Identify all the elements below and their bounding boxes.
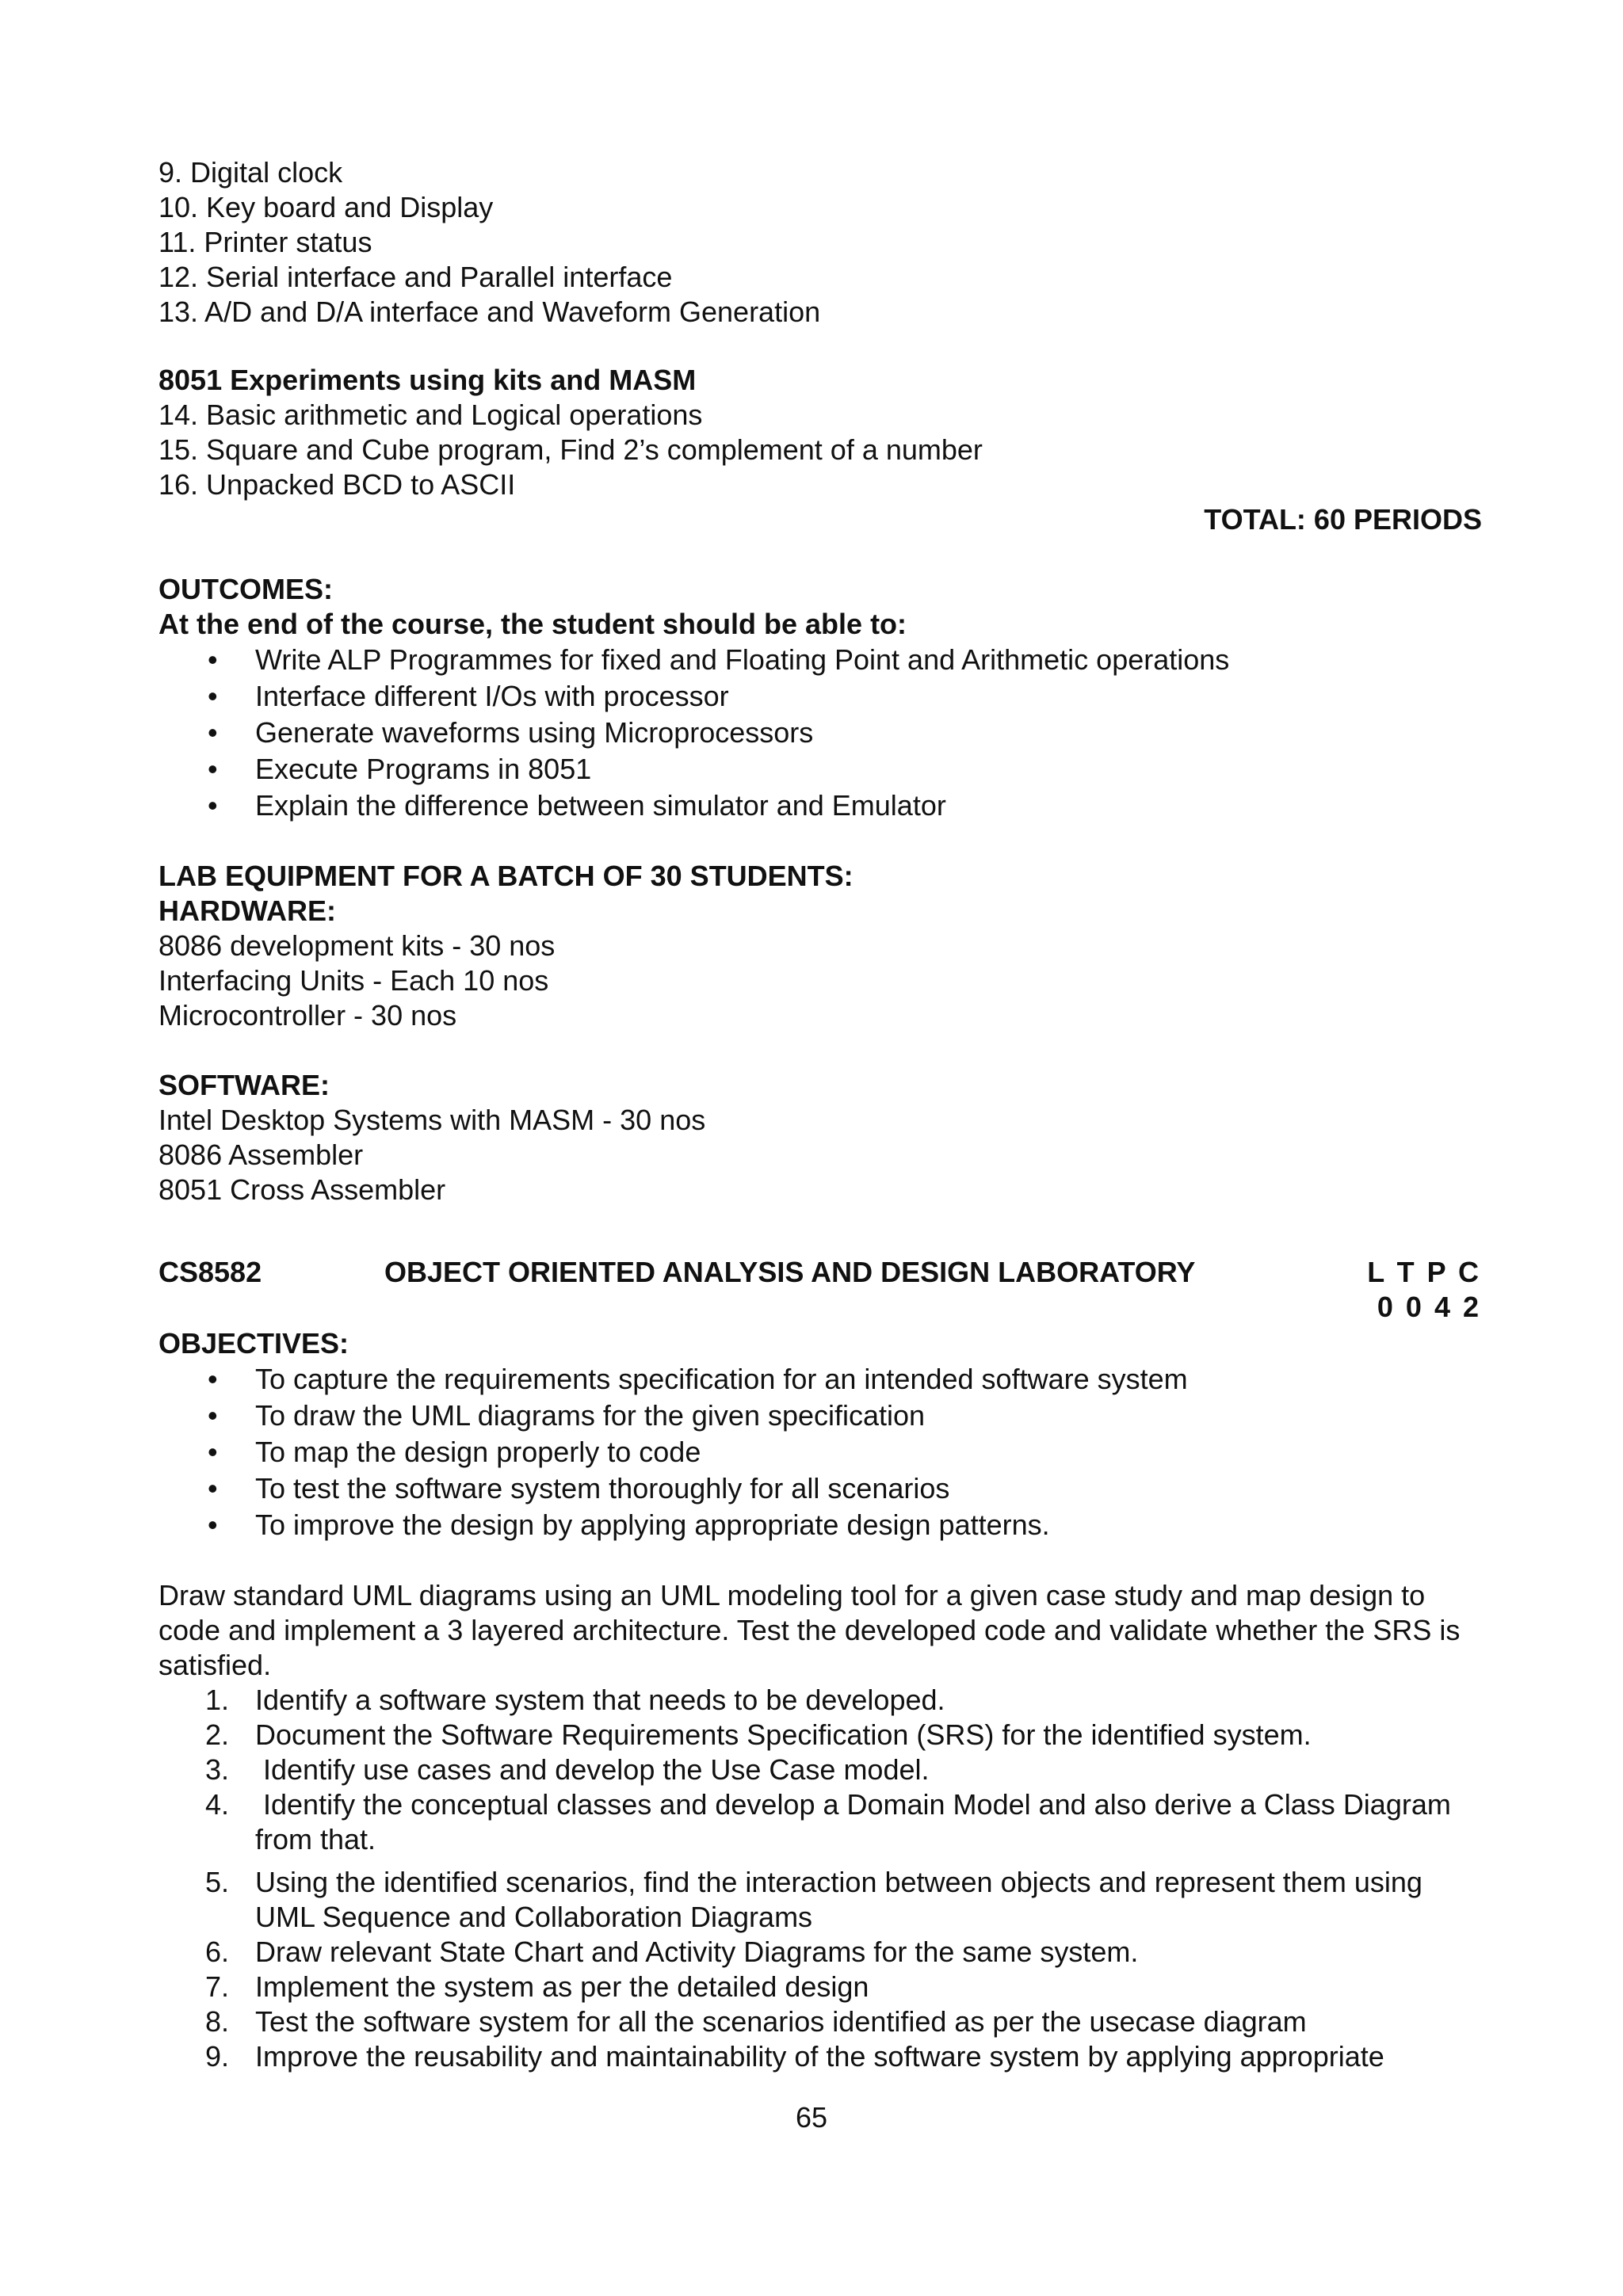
bullet-icon: • bbox=[208, 680, 218, 712]
list-item: • To draw the UML diagrams for the given specification bbox=[255, 1398, 1482, 1434]
bullet-icon: • bbox=[208, 789, 218, 822]
list-item: Microcontroller - 30 nos bbox=[158, 999, 457, 1032]
list-item: 10. Key board and Display bbox=[158, 191, 494, 223]
list-item: 8086 Assembler bbox=[158, 1138, 364, 1171]
list-item: • To test the software system thoroughly for all scenarios bbox=[255, 1470, 1482, 1507]
bullet-icon: • bbox=[208, 753, 218, 785]
experiment-list bbox=[158, 155, 1482, 330]
list-item: • Generate waveforms using Microprocessors bbox=[255, 715, 1482, 751]
course-section bbox=[158, 1255, 1482, 2074]
list-item: 1. Identify a software system that needs to be developed. bbox=[205, 1684, 945, 1716]
list-item: • To improve the design by applying appropriate design patterns. bbox=[255, 1507, 1482, 1543]
course-header bbox=[158, 1255, 1482, 1323]
bullet-icon: • bbox=[208, 643, 218, 676]
list-item: 8. Test the software system for all the scenarios identified as per the usecase diagram bbox=[205, 2005, 1307, 2038]
page-number: 65 bbox=[795, 2101, 828, 2134]
section-heading: OBJECTIVES: bbox=[158, 1327, 349, 1360]
list-item: 16. Unpacked BCD to ASCII bbox=[158, 468, 516, 501]
list-item: 8086 development kits - 30 nos bbox=[158, 929, 556, 962]
bullet-icon: • bbox=[208, 1472, 218, 1505]
list-item: 5. Using the identified scenarios, find the interaction between objects and represent them using UML Sequence and Collaboration Diagrams bbox=[205, 1866, 1423, 1933]
course-title: OBJECT ORIENTED ANALYSIS AND DESIGN LABORATORY bbox=[384, 1256, 1196, 1288]
list-item: 9. Digital clock bbox=[158, 156, 343, 189]
list-item: 2. Document the Software Requirements Specification (SRS) for the identified system. bbox=[205, 1718, 1312, 1751]
subsection-heading: HARDWARE: bbox=[158, 894, 336, 927]
bullet-icon: • bbox=[208, 1508, 218, 1541]
list-item: 7. Implement the system as per the detailed design bbox=[205, 1970, 869, 2003]
experiment-steps bbox=[158, 1683, 1482, 2074]
section-heading: LAB EQUIPMENT FOR A BATCH OF 30 STUDENTS: bbox=[158, 860, 854, 892]
outcomes-list bbox=[158, 642, 1482, 824]
section-heading: OUTCOMES: bbox=[158, 573, 333, 605]
lab-equipment-section bbox=[158, 859, 1482, 1207]
bullet-icon: • bbox=[208, 1399, 218, 1432]
list-item: 15. Square and Cube program, Find 2’s complement of a number bbox=[158, 433, 983, 466]
bullet-icon: • bbox=[208, 1436, 218, 1468]
list-item: 9. Improve the reusability and maintainability of the software system by applying appropriate bbox=[205, 2040, 1384, 2073]
list-item: • To capture the requirements specification for an intended software system bbox=[255, 1361, 1482, 1398]
section-8051 bbox=[158, 363, 1482, 537]
ltpc-credits bbox=[1367, 1255, 1479, 1325]
list-item: 14. Basic arithmetic and Logical operations bbox=[158, 399, 703, 431]
list-item: 4. Identify the conceptual classes and develop a Domain Model and also derive a Class Diagram from that. bbox=[205, 1788, 1459, 1855]
list-item: • Explain the difference between simulator and Emulator bbox=[255, 788, 1482, 824]
objectives-list bbox=[158, 1361, 1482, 1543]
list-item: 11. Printer status bbox=[158, 226, 372, 258]
list-item: 6. Draw relevant State Chart and Activity Diagrams for the same system. bbox=[205, 1936, 1139, 1968]
list-item: Interfacing Units - Each 10 nos bbox=[158, 964, 549, 997]
list-item: 3. Identify use cases and develop the Use Case model. bbox=[205, 1753, 930, 1786]
list-item: 12. Serial interface and Parallel interface bbox=[158, 261, 673, 293]
list-item: 13. A/D and D/A interface and Waveform Generation bbox=[158, 296, 821, 328]
list-item: • Execute Programs in 8051 bbox=[255, 751, 1482, 788]
section-heading: 8051 Experiments using kits and MASM bbox=[158, 364, 697, 396]
list-item: 8051 Cross Assembler bbox=[158, 1173, 446, 1206]
ltpc-values: 0 0 4 2 bbox=[1377, 1291, 1479, 1323]
list-item: • Interface different I/Os with processor bbox=[255, 678, 1482, 715]
course-description: Draw standard UML diagrams using an UML modeling tool for a given case study and map design to code and implement a 3 layered architecture. Test the developed code and validate whether the SRS is satisfied. bbox=[158, 1579, 1461, 1681]
bullet-icon: • bbox=[208, 716, 218, 749]
ltpc-header: L T P C bbox=[1367, 1256, 1479, 1288]
list-item: • Write ALP Programmes for fixed and Floating Point and Arithmetic operations bbox=[255, 642, 1482, 678]
course-code: CS8582 bbox=[158, 1256, 262, 1288]
document-page bbox=[158, 155, 1482, 2074]
subsection-heading: SOFTWARE: bbox=[158, 1069, 330, 1101]
outcomes-section bbox=[158, 572, 1482, 824]
outcomes-intro: At the end of the course, the student should be able to: bbox=[158, 608, 907, 640]
bullet-icon: • bbox=[208, 1363, 218, 1395]
total-periods: TOTAL: 60 PERIODS bbox=[1204, 503, 1482, 536]
list-item: • To map the design properly to code bbox=[255, 1434, 1482, 1470]
list-item: Intel Desktop Systems with MASM - 30 nos bbox=[158, 1104, 706, 1136]
